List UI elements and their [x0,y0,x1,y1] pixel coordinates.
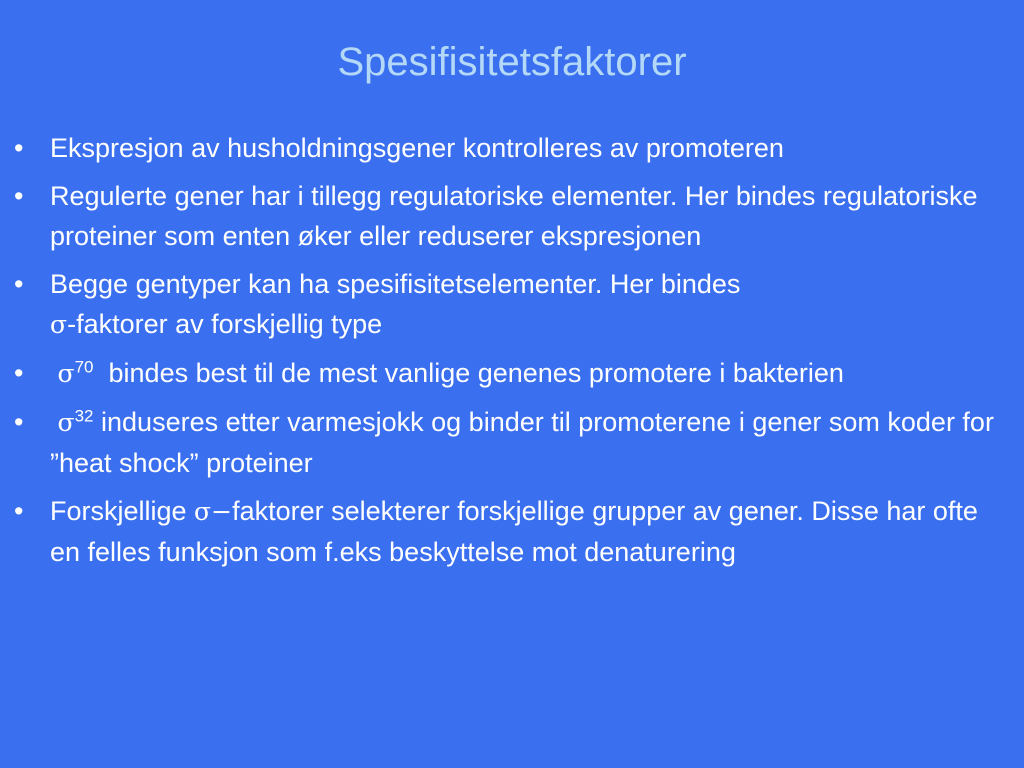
bullet-text-before: Forskjellige [50,496,195,526]
bullet-icon: • [14,181,24,211]
bullet-item [14,176,1004,256]
bullet-text: Regulerte gener har i tillegg regulatoriske elementer. Her bindes regulatoriske proteiner som enten øker eller reduserer ekspresjonen [50,181,978,251]
bullet-text-after: faktorer selekterer forskjellige grupper av gener. Disse har ofte en felles funksjon som f.eks beskyttelse mot denaturering [50,496,978,567]
sigma-symbol: σ [57,359,75,388]
sigma-symbol: σ [50,310,68,339]
bullet-icon: • [14,407,24,437]
bullet-icon: • [14,133,24,163]
bullet-list [14,128,1004,580]
bullet-text-after: -faktorer av forskjellig type [67,309,383,339]
bullet-item [14,128,1004,168]
bullet-icon: • [14,496,24,526]
sigma-superscript: 70 [74,357,94,377]
sigma-symbol: σ [57,408,75,437]
sigma-superscript: 32 [74,406,94,426]
bullet-item [14,353,1004,394]
bullet-icon: • [14,269,24,299]
bullet-icon: • [14,358,24,388]
slide-title: Spesifisitetsfaktorer [337,40,687,84]
dash-symbol: − [211,497,233,526]
bullet-item [14,491,1004,572]
bullet-text-after: bindes best til de mest vanlige genenes promotere i bakterien [93,358,844,388]
bullet-text-before: Begge gentyper kan ha spesifisitetselementer. Her bindes [50,269,741,299]
bullet-item [14,264,1004,345]
bullet-text: Ekspresjon av husholdningsgener kontrolleres av promoteren [50,133,784,163]
sigma-symbol: σ [194,497,212,526]
bullet-text-after: induseres etter varmesjokk og binder til promoterene i gener som koder for ”heat shock” proteiner [50,407,1002,478]
bullet-item [14,402,1004,483]
